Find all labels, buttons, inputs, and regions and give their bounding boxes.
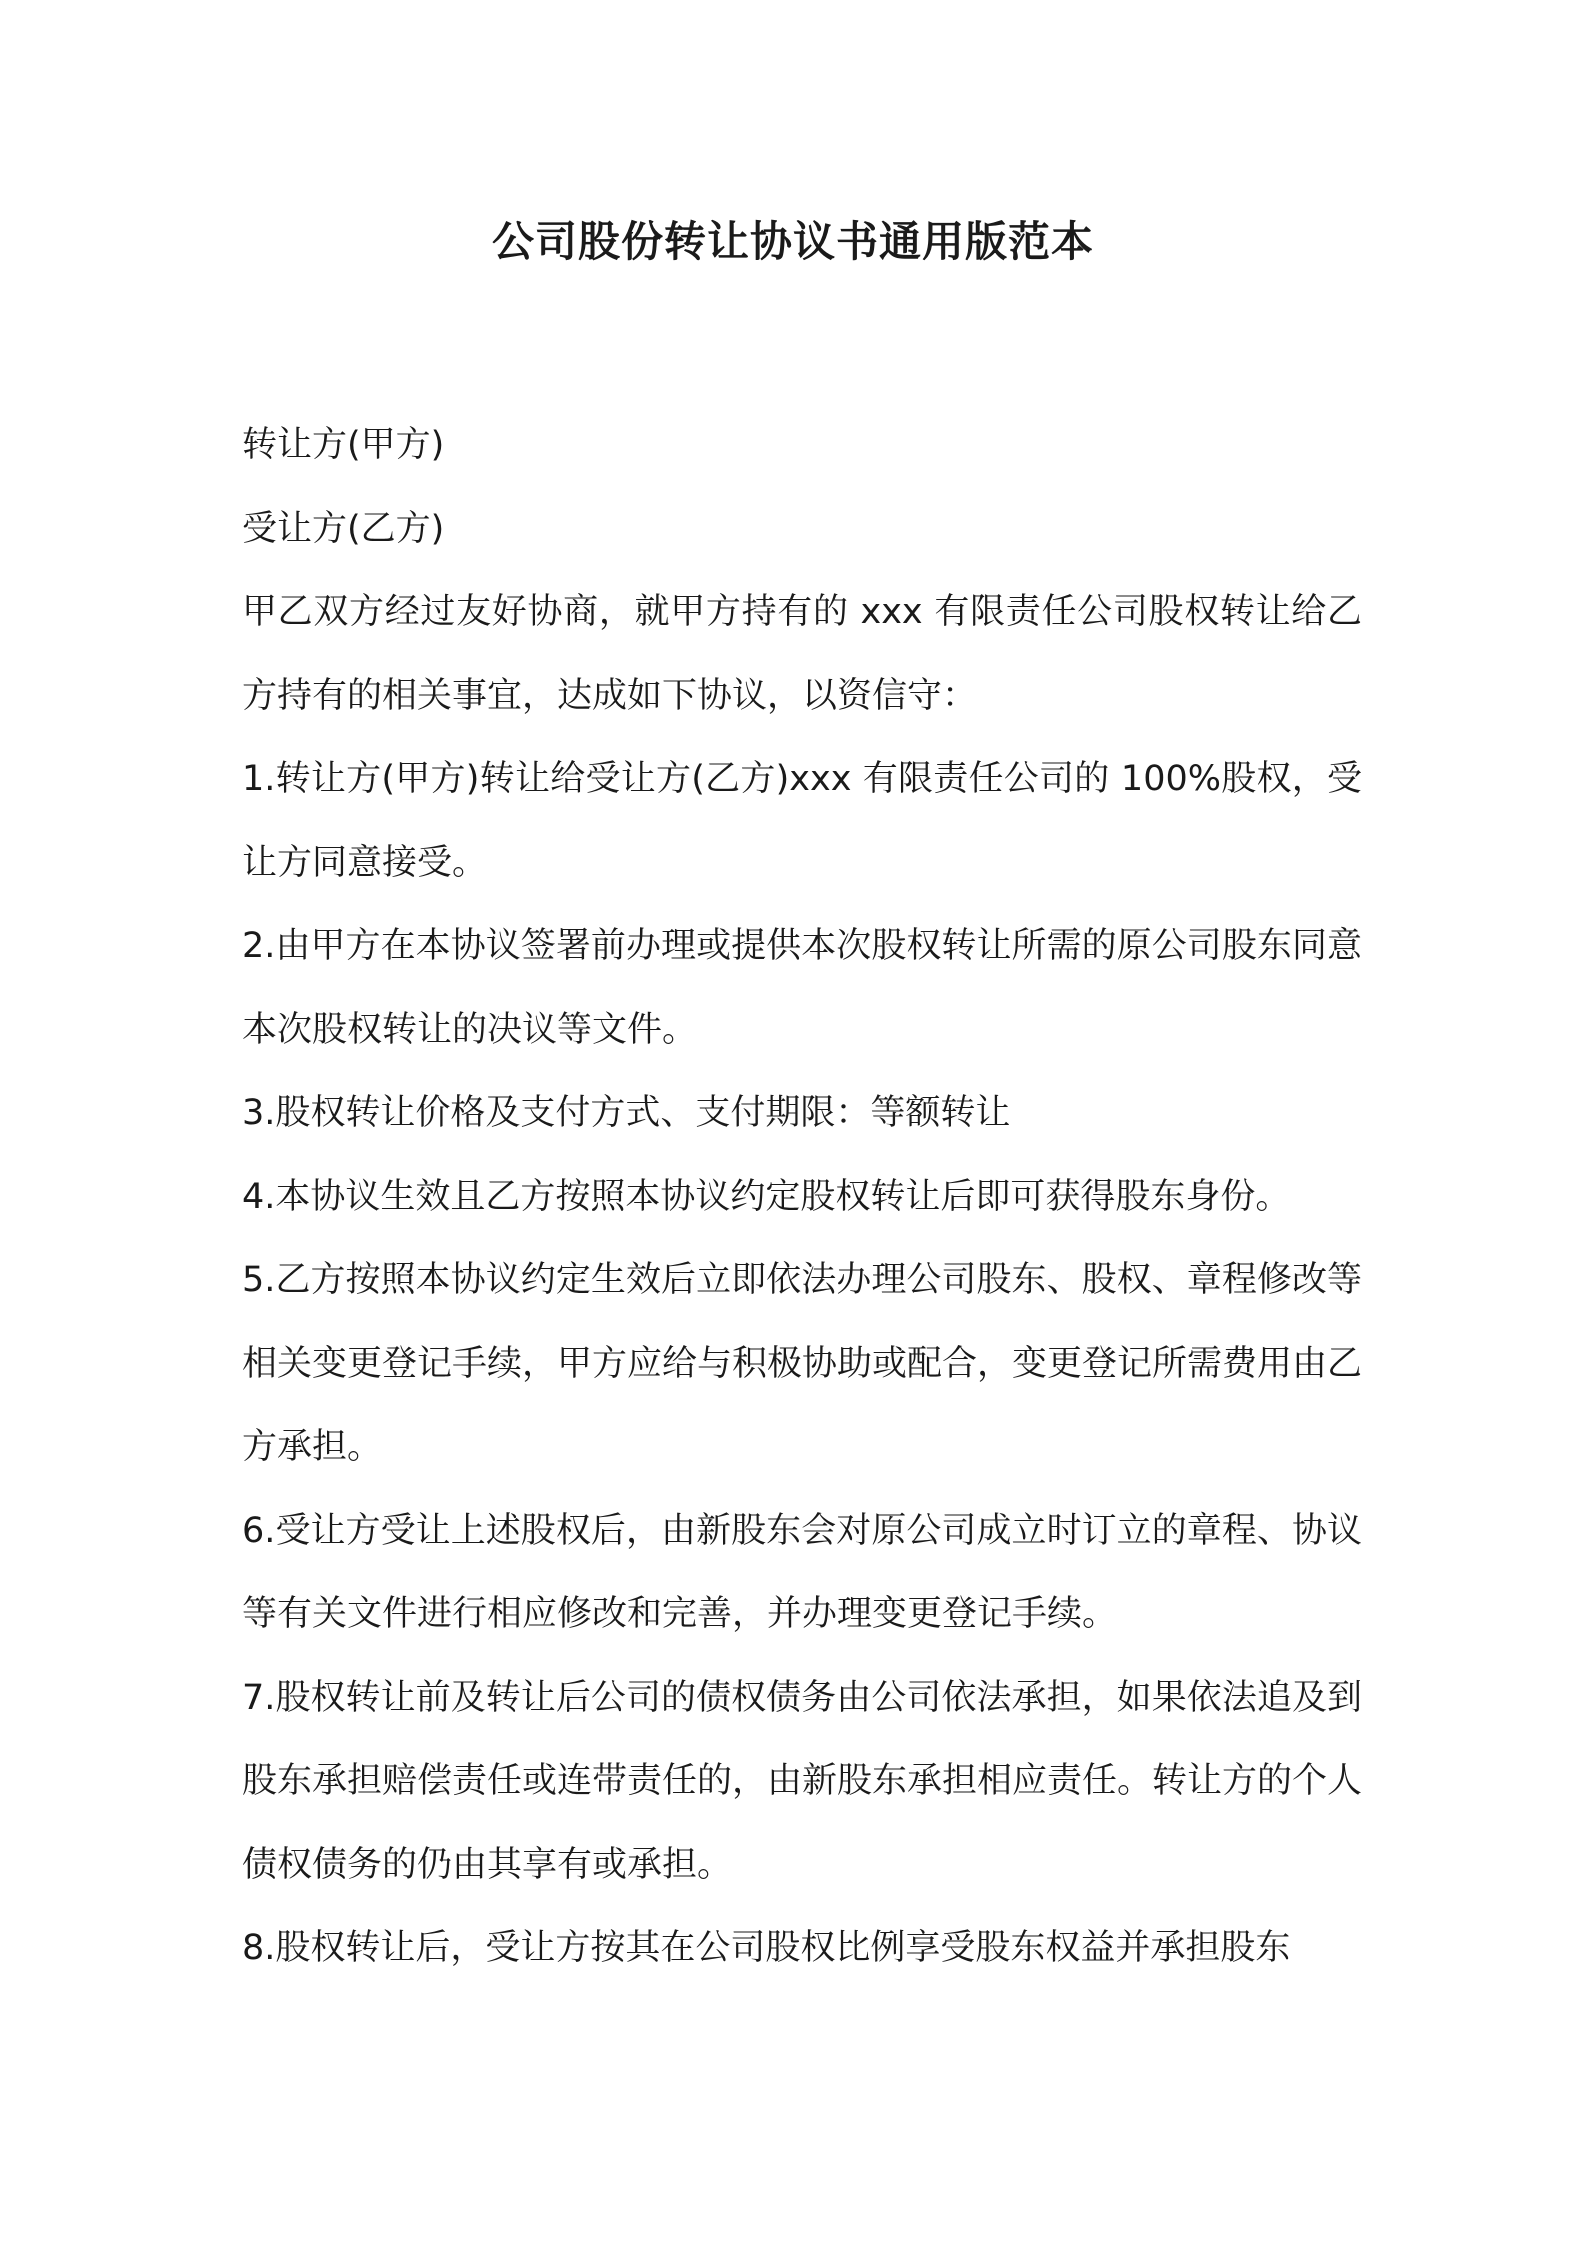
clause-7: 7.股权转让前及转让后公司的债权债务由公司依法承担，如果依法追及到股东承担赔偿责任或连带责任的，由新股东承担相应责任。转让方的个人债权债务的仍由其享有或承担。 [242,1677,1363,1885]
clause-8: 8.股权转让后，受让方按其在公司股权比例享受股东权益并承担股东 [242,1928,1291,1968]
preamble-paragraph: 甲乙双方经过友好协商，就甲方持有的 xxx 有限责任公司股权转让给乙方持有的相关事宜，达成如下协议，以资信守： [242,592,1362,716]
document-body [242,404,1362,1991]
clause-1: 1.转让方(甲方)转让给受让方(乙方)xxx 有限责任公司的 100%股权，受让方同意接受。 [242,759,1362,883]
clause-3: 3.股权转让价格及支付方式、支付期限：等额转让 [242,1093,1011,1133]
party-a-line: 转让方(甲方) [242,425,445,465]
document-title: 公司股份转让协议书通用版范本 [491,217,1094,266]
clause-6: 6.受让方受让上述股权后，由新股东会对原公司成立时订立的章程、协议等有关文件进行相应修改和完善，并办理变更登记手续。 [242,1510,1362,1634]
party-b-line: 受让方(乙方) [242,508,445,549]
clause-4: 4.本协议生效且乙方按照本协议约定股权转让后即可获得股东身份。 [242,1176,1291,1217]
clause-5: 5.乙方按照本协议约定生效后立即依法办理公司股东、股权、章程修改等相关变更登记手续，甲方应给与积极协助或配合，变更登记所需费用由乙方承担。 [242,1260,1363,1467]
clause-2: 2.由甲方在本协议签署前办理或提供本次股权转让所需的原公司股东同意本次股权转让的决议等文件。 [242,926,1362,1050]
